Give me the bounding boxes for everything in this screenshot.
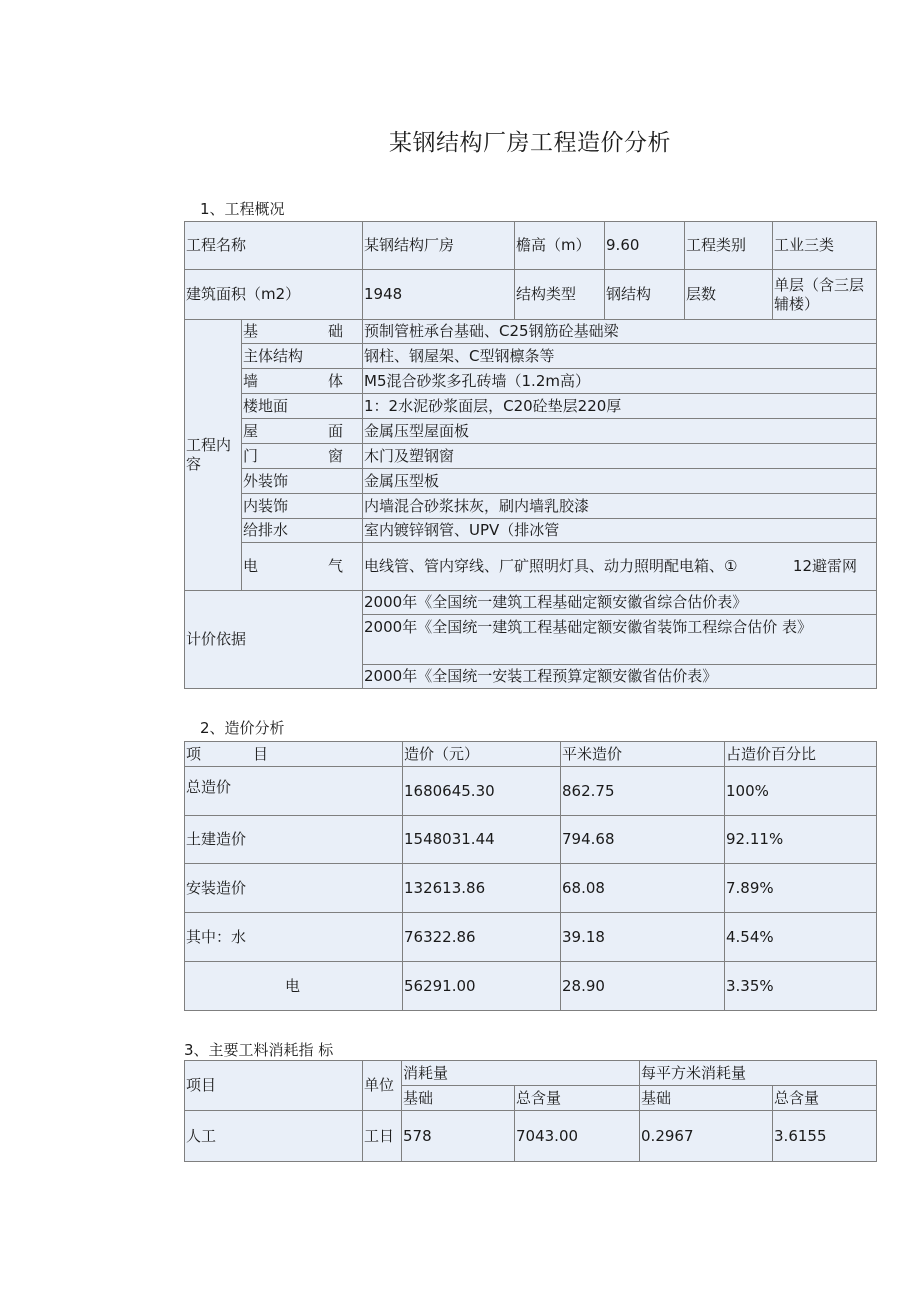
content-item-name-char: 基 [243, 322, 259, 340]
header-item-char: 项 [186, 744, 202, 763]
row-percent: 92.11% [725, 816, 877, 864]
eave-height-label: 檐高（m） [515, 222, 605, 270]
content-item-value: 钢柱、钢屋架、C型钢檩条等 [363, 344, 877, 369]
row-percent: 100% [725, 767, 877, 816]
content-item-name: 外装饰 [242, 469, 363, 494]
content-item-name: 楼地面 [242, 394, 363, 419]
content-item-value: 1：2水泥砂浆面层，C20砼垫层220厚 [363, 394, 877, 419]
structure-type-value: 钢结构 [605, 270, 685, 320]
page-title: 某钢结构厂房工程造价分析 [389, 130, 671, 156]
table-row [185, 962, 877, 1011]
content-item-name: 主体结构 [242, 344, 363, 369]
eave-height-value: 9.60 [605, 222, 685, 270]
content-item-name-char: 电 [243, 557, 259, 575]
row-per-sqm: 68.08 [561, 864, 725, 913]
table-row [185, 320, 877, 344]
table-row [185, 369, 877, 394]
content-item-name [242, 320, 363, 344]
electrical-value-main: 电线管、管内穿线、厂矿照明灯具、动力照明配电箱、① [364, 557, 738, 575]
content-item-name: 给排水 [242, 519, 363, 543]
row-percent: 3.35% [725, 962, 877, 1011]
header-item [185, 742, 403, 767]
content-item-name-char: 墙 [243, 371, 259, 390]
content-item-name-char: 础 [328, 322, 344, 340]
table-row [185, 444, 877, 469]
area-label: 建筑面积（m2） [185, 270, 363, 320]
header-sqm-base: 基础 [640, 1086, 773, 1111]
content-item-name [242, 444, 363, 469]
section1-heading: 1、工程概况 [200, 200, 285, 218]
content-item-name-char: 屋 [243, 421, 259, 440]
content-item-value: M5混合砂浆多孔砖墙（1.2m高） [363, 369, 877, 394]
row-cost: 132613.86 [403, 864, 561, 913]
content-label: 工程内容 [185, 320, 242, 591]
content-item-name [242, 543, 363, 591]
project-overview-table [184, 221, 877, 689]
table-row [185, 767, 877, 816]
table-row [185, 270, 877, 320]
table-row [185, 816, 877, 864]
content-item-value [363, 543, 877, 591]
content-item-name-char: 门 [243, 446, 259, 465]
row-sqm-base: 0.2967 [640, 1111, 773, 1162]
content-item-value: 金属压型屋面板 [363, 419, 877, 444]
row-cost: 1548031.44 [403, 816, 561, 864]
content-item-name-char: 面 [328, 421, 344, 440]
row-unit: 工日 [363, 1111, 402, 1162]
electrical-value-tail: 12避雷网 [792, 557, 858, 575]
content-item-name-char: 气 [328, 557, 344, 575]
table-row [185, 222, 877, 270]
content-item-name [242, 419, 363, 444]
row-per-sqm: 794.68 [561, 816, 725, 864]
project-name-value: 某钢结构厂房 [363, 222, 515, 270]
content-item-value: 木门及塑钢窗 [363, 444, 877, 469]
content-item-name: 内装饰 [242, 494, 363, 519]
table-row [185, 494, 877, 519]
row-sqm-total: 3.6155 [773, 1111, 877, 1162]
content-item-name-char: 体 [328, 371, 344, 390]
table-row [185, 1111, 877, 1162]
row-item: 电 [185, 962, 403, 1011]
category-label: 工程类别 [685, 222, 773, 270]
floors-label: 层数 [685, 270, 773, 320]
section3-heading: 3、主要工料消耗指 标 [184, 1041, 334, 1059]
area-value: 1948 [363, 270, 515, 320]
row-percent: 4.54% [725, 913, 877, 962]
header-per-sqm: 平米造价 [561, 742, 725, 767]
header-sqm-total: 总含量 [773, 1086, 877, 1111]
row-cost: 1680645.30 [403, 767, 561, 816]
structure-type-label: 结构类型 [515, 270, 605, 320]
category-value: 工业三类 [773, 222, 877, 270]
table-row [185, 419, 877, 444]
row-item: 总造价 [185, 767, 403, 816]
row-item: 土建造价 [185, 816, 403, 864]
cost-analysis-table [184, 741, 877, 1011]
header-percent: 占造价百分比 [725, 742, 877, 767]
pricing-label: 计价依据 [185, 591, 363, 689]
project-name-label: 工程名称 [185, 222, 363, 270]
table-row [185, 344, 877, 369]
table-row [185, 591, 877, 615]
header-per-sqm: 每平方米消耗量 [640, 1061, 877, 1086]
table-row [185, 519, 877, 543]
content-item-value: 内墙混合砂浆抹灰，刷内墙乳胶漆 [363, 494, 877, 519]
content-item-value: 金属压型板 [363, 469, 877, 494]
header-consumption: 消耗量 [402, 1061, 640, 1086]
row-cost: 56291.00 [403, 962, 561, 1011]
table-row [185, 913, 877, 962]
table-row [185, 742, 877, 767]
row-base: 578 [402, 1111, 515, 1162]
header-unit: 单位 [363, 1061, 402, 1111]
header-cost: 造价（元） [403, 742, 561, 767]
table-row [185, 1061, 877, 1086]
row-per-sqm: 39.18 [561, 913, 725, 962]
header-item: 项目 [185, 1061, 363, 1111]
floors-value: 单层（含三层辅楼） [773, 270, 877, 320]
table-row [185, 864, 877, 913]
content-item-name-char: 窗 [328, 446, 344, 465]
row-cost: 76322.86 [403, 913, 561, 962]
material-consumption-table [184, 1060, 877, 1162]
table-row [185, 543, 877, 591]
pricing-item: 2000年《全国统一建筑工程基础定额安徽省综合估价表》 [363, 591, 877, 615]
pricing-item: 2000年《全国统一安装工程预算定额安徽省估价表》 [363, 665, 877, 689]
row-item: 人工 [185, 1111, 363, 1162]
row-item: 其中：水 [185, 913, 403, 962]
content-item-value: 室内镀锌钢管、UPV（排冰管 [363, 519, 877, 543]
row-item: 安装造价 [185, 864, 403, 913]
content-item-name [242, 369, 363, 394]
row-percent: 7.89% [725, 864, 877, 913]
header-total: 总含量 [515, 1086, 640, 1111]
row-total: 7043.00 [515, 1111, 640, 1162]
content-item-value: 预制管桩承台基础、C25钢筋砼基础梁 [363, 320, 877, 344]
table-row [185, 469, 877, 494]
header-base: 基础 [402, 1086, 515, 1111]
row-per-sqm: 28.90 [561, 962, 725, 1011]
pricing-item: 2000年《全国统一建筑工程基础定额安徽省装饰工程综合估价 表》 [363, 615, 877, 665]
row-per-sqm: 862.75 [561, 767, 725, 816]
section2-heading: 2、造价分析 [200, 719, 285, 737]
header-item-char: 目 [252, 744, 268, 763]
table-row [185, 394, 877, 419]
